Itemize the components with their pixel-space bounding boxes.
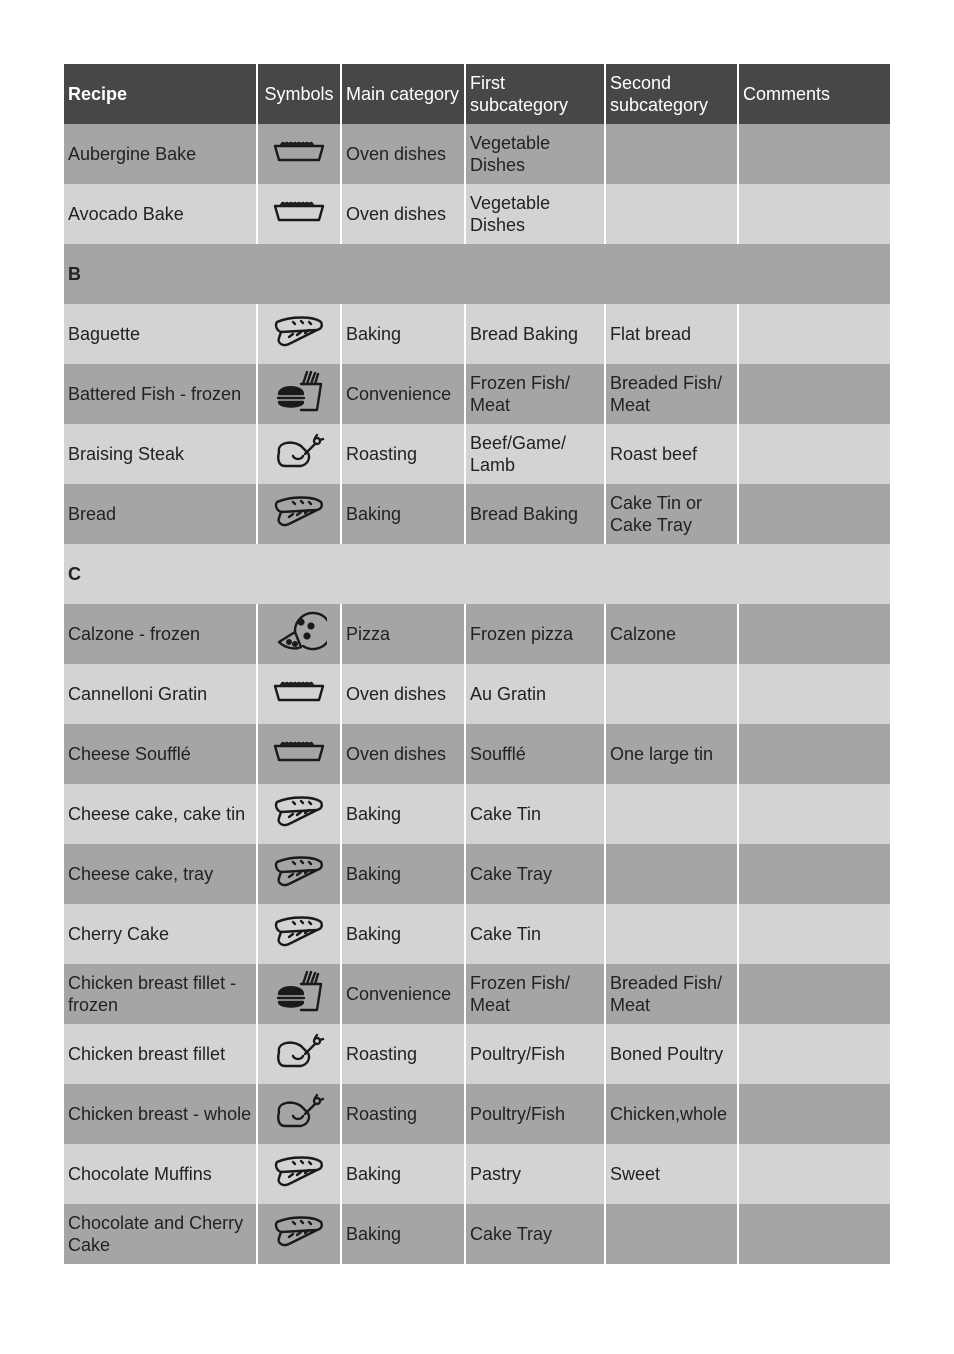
section-letter: B [64,244,890,304]
symbol-cell [258,1024,342,1084]
roast-chicken-icon [271,430,327,479]
main-category-cell: Roasting [342,424,466,484]
bread-icon [271,850,327,899]
main-category-cell: Convenience [342,364,466,424]
main-category-cell: Roasting [342,1024,466,1084]
table-row [64,664,890,724]
symbol-cell [258,604,342,664]
roast-chicken-icon [271,1090,327,1139]
comments-cell [739,304,890,364]
symbol-cell [258,1084,342,1144]
table-header [64,64,890,124]
bread-icon [271,310,327,359]
first-subcategory-cell: Cake Tin [466,784,606,844]
first-subcategory-cell: Frozen pizza [466,604,606,664]
first-subcategory-cell: Frozen Fish/ Meat [466,964,606,1024]
comments-cell [739,424,890,484]
table-row [64,364,890,424]
symbol-cell [258,304,342,364]
second-subcategory-cell [606,844,739,904]
first-subcategory-cell: Bread Baking [466,304,606,364]
second-subcategory-cell [606,1204,739,1264]
main-category-cell: Pizza [342,604,466,664]
main-category-cell: Oven dishes [342,664,466,724]
comments-cell [739,1024,890,1084]
main-category-cell: Baking [342,844,466,904]
table-row [64,964,890,1024]
table-row [64,724,890,784]
comments-cell [739,364,890,424]
symbol-cell [258,844,342,904]
main-category-cell: Oven dishes [342,124,466,184]
second-subcategory-cell: Flat bread [606,304,739,364]
first-subcategory-cell: Beef/Game/ Lamb [466,424,606,484]
bread-icon [271,490,327,539]
main-category-cell: Baking [342,304,466,364]
header-second-subcategory: Second subcategory [606,64,739,124]
table-body [64,124,890,1264]
symbol-cell [258,664,342,724]
comments-cell [739,484,890,544]
burger-fries-icon [271,370,327,419]
symbol-cell [258,424,342,484]
main-category-cell: Oven dishes [342,184,466,244]
recipe-cell: Bread [64,484,258,544]
recipe-cell: Cheese Soufflé [64,724,258,784]
recipe-cell: Cannelloni Gratin [64,664,258,724]
second-subcategory-cell: Breaded Fish/ Meat [606,964,739,1024]
comments-cell [739,184,890,244]
table-row [64,784,890,844]
recipe-table [64,64,890,1264]
recipe-cell: Calzone - frozen [64,604,258,664]
header-first-subcategory: First subcategory [466,64,606,124]
header-symbols: Symbols [258,64,342,124]
comments-cell [739,664,890,724]
symbol-cell [258,724,342,784]
second-subcategory-cell: Boned Poultry [606,1024,739,1084]
main-category-cell: Baking [342,904,466,964]
table-row [64,124,890,184]
bread-icon [271,1210,327,1259]
pizza-icon [271,610,327,659]
symbol-cell [258,784,342,844]
recipe-cell: Chicken breast fillet [64,1024,258,1084]
first-subcategory-cell: Cake Tin [466,904,606,964]
main-category-cell: Baking [342,1144,466,1204]
first-subcategory-cell: Vegetable Dishes [466,184,606,244]
recipe-cell: Aubergine Bake [64,124,258,184]
section-letter: C [64,544,890,604]
symbol-cell [258,1204,342,1264]
first-subcategory-cell: Frozen Fish/ Meat [466,364,606,424]
symbol-cell [258,184,342,244]
second-subcategory-cell [606,784,739,844]
first-subcategory-cell: Soufflé [466,724,606,784]
burger-fries-icon [271,970,327,1019]
recipe-cell: Cherry Cake [64,904,258,964]
main-category-cell: Baking [342,784,466,844]
table-row [64,1144,890,1204]
recipe-cell: Cheese cake, tray [64,844,258,904]
bread-icon [271,1150,327,1199]
roast-chicken-icon [271,1030,327,1079]
first-subcategory-cell: Cake Tray [466,844,606,904]
table-row [64,1204,890,1264]
table-row [64,484,890,544]
recipe-cell: Chicken breast - whole [64,1084,258,1144]
recipe-cell: Baguette [64,304,258,364]
table-row [64,184,890,244]
comments-cell [739,1084,890,1144]
comments-cell [739,1144,890,1204]
symbol-cell [258,964,342,1024]
table-row [64,844,890,904]
comments-cell [739,724,890,784]
comments-cell [739,784,890,844]
first-subcategory-cell: Au Gratin [466,664,606,724]
recipe-cell: Battered Fish - frozen [64,364,258,424]
main-category-cell: Baking [342,484,466,544]
header-recipe: Recipe [64,64,258,124]
comments-cell [739,604,890,664]
table-row [64,304,890,364]
casserole-icon [271,670,327,719]
recipe-cell: Braising Steak [64,424,258,484]
comments-cell [739,844,890,904]
first-subcategory-cell: Poultry/Fish [466,1084,606,1144]
first-subcategory-cell: Cake Tray [466,1204,606,1264]
main-category-cell: Oven dishes [342,724,466,784]
table-row [64,1084,890,1144]
second-subcategory-cell: Roast beef [606,424,739,484]
symbol-cell [258,484,342,544]
second-subcategory-cell: Cake Tin or Cake Tray [606,484,739,544]
second-subcategory-cell: Chicken,whole [606,1084,739,1144]
second-subcategory-cell: Sweet [606,1144,739,1204]
section-header-row [64,544,890,604]
recipe-cell: Chocolate and Cherry Cake [64,1204,258,1264]
recipe-cell: Chocolate Muffins [64,1144,258,1204]
casserole-icon [271,730,327,779]
second-subcategory-cell: One large tin [606,724,739,784]
bread-icon [271,910,327,959]
header-main-category: Main category [342,64,466,124]
comments-cell [739,1204,890,1264]
comments-cell [739,904,890,964]
header-comments: Comments [739,64,890,124]
symbol-cell [258,1144,342,1204]
first-subcategory-cell: Poultry/Fish [466,1024,606,1084]
recipe-cell: Cheese cake, cake tin [64,784,258,844]
symbol-cell [258,904,342,964]
table-row [64,604,890,664]
second-subcategory-cell: Breaded Fish/ Meat [606,364,739,424]
first-subcategory-cell: Vegetable Dishes [466,124,606,184]
recipe-cell: Avocado Bake [64,184,258,244]
table-row [64,424,890,484]
second-subcategory-cell [606,124,739,184]
symbol-cell [258,124,342,184]
first-subcategory-cell: Bread Baking [466,484,606,544]
bread-icon [271,790,327,839]
second-subcategory-cell [606,184,739,244]
second-subcategory-cell [606,904,739,964]
main-category-cell: Baking [342,1204,466,1264]
recipe-cell: Chicken breast fillet - frozen [64,964,258,1024]
second-subcategory-cell: Calzone [606,604,739,664]
comments-cell [739,964,890,1024]
section-header-row [64,244,890,304]
main-category-cell: Convenience [342,964,466,1024]
second-subcategory-cell [606,664,739,724]
table-row [64,904,890,964]
symbol-cell [258,364,342,424]
casserole-icon [271,190,327,239]
first-subcategory-cell: Pastry [466,1144,606,1204]
table-row [64,1024,890,1084]
main-category-cell: Roasting [342,1084,466,1144]
comments-cell [739,124,890,184]
casserole-icon [271,130,327,179]
